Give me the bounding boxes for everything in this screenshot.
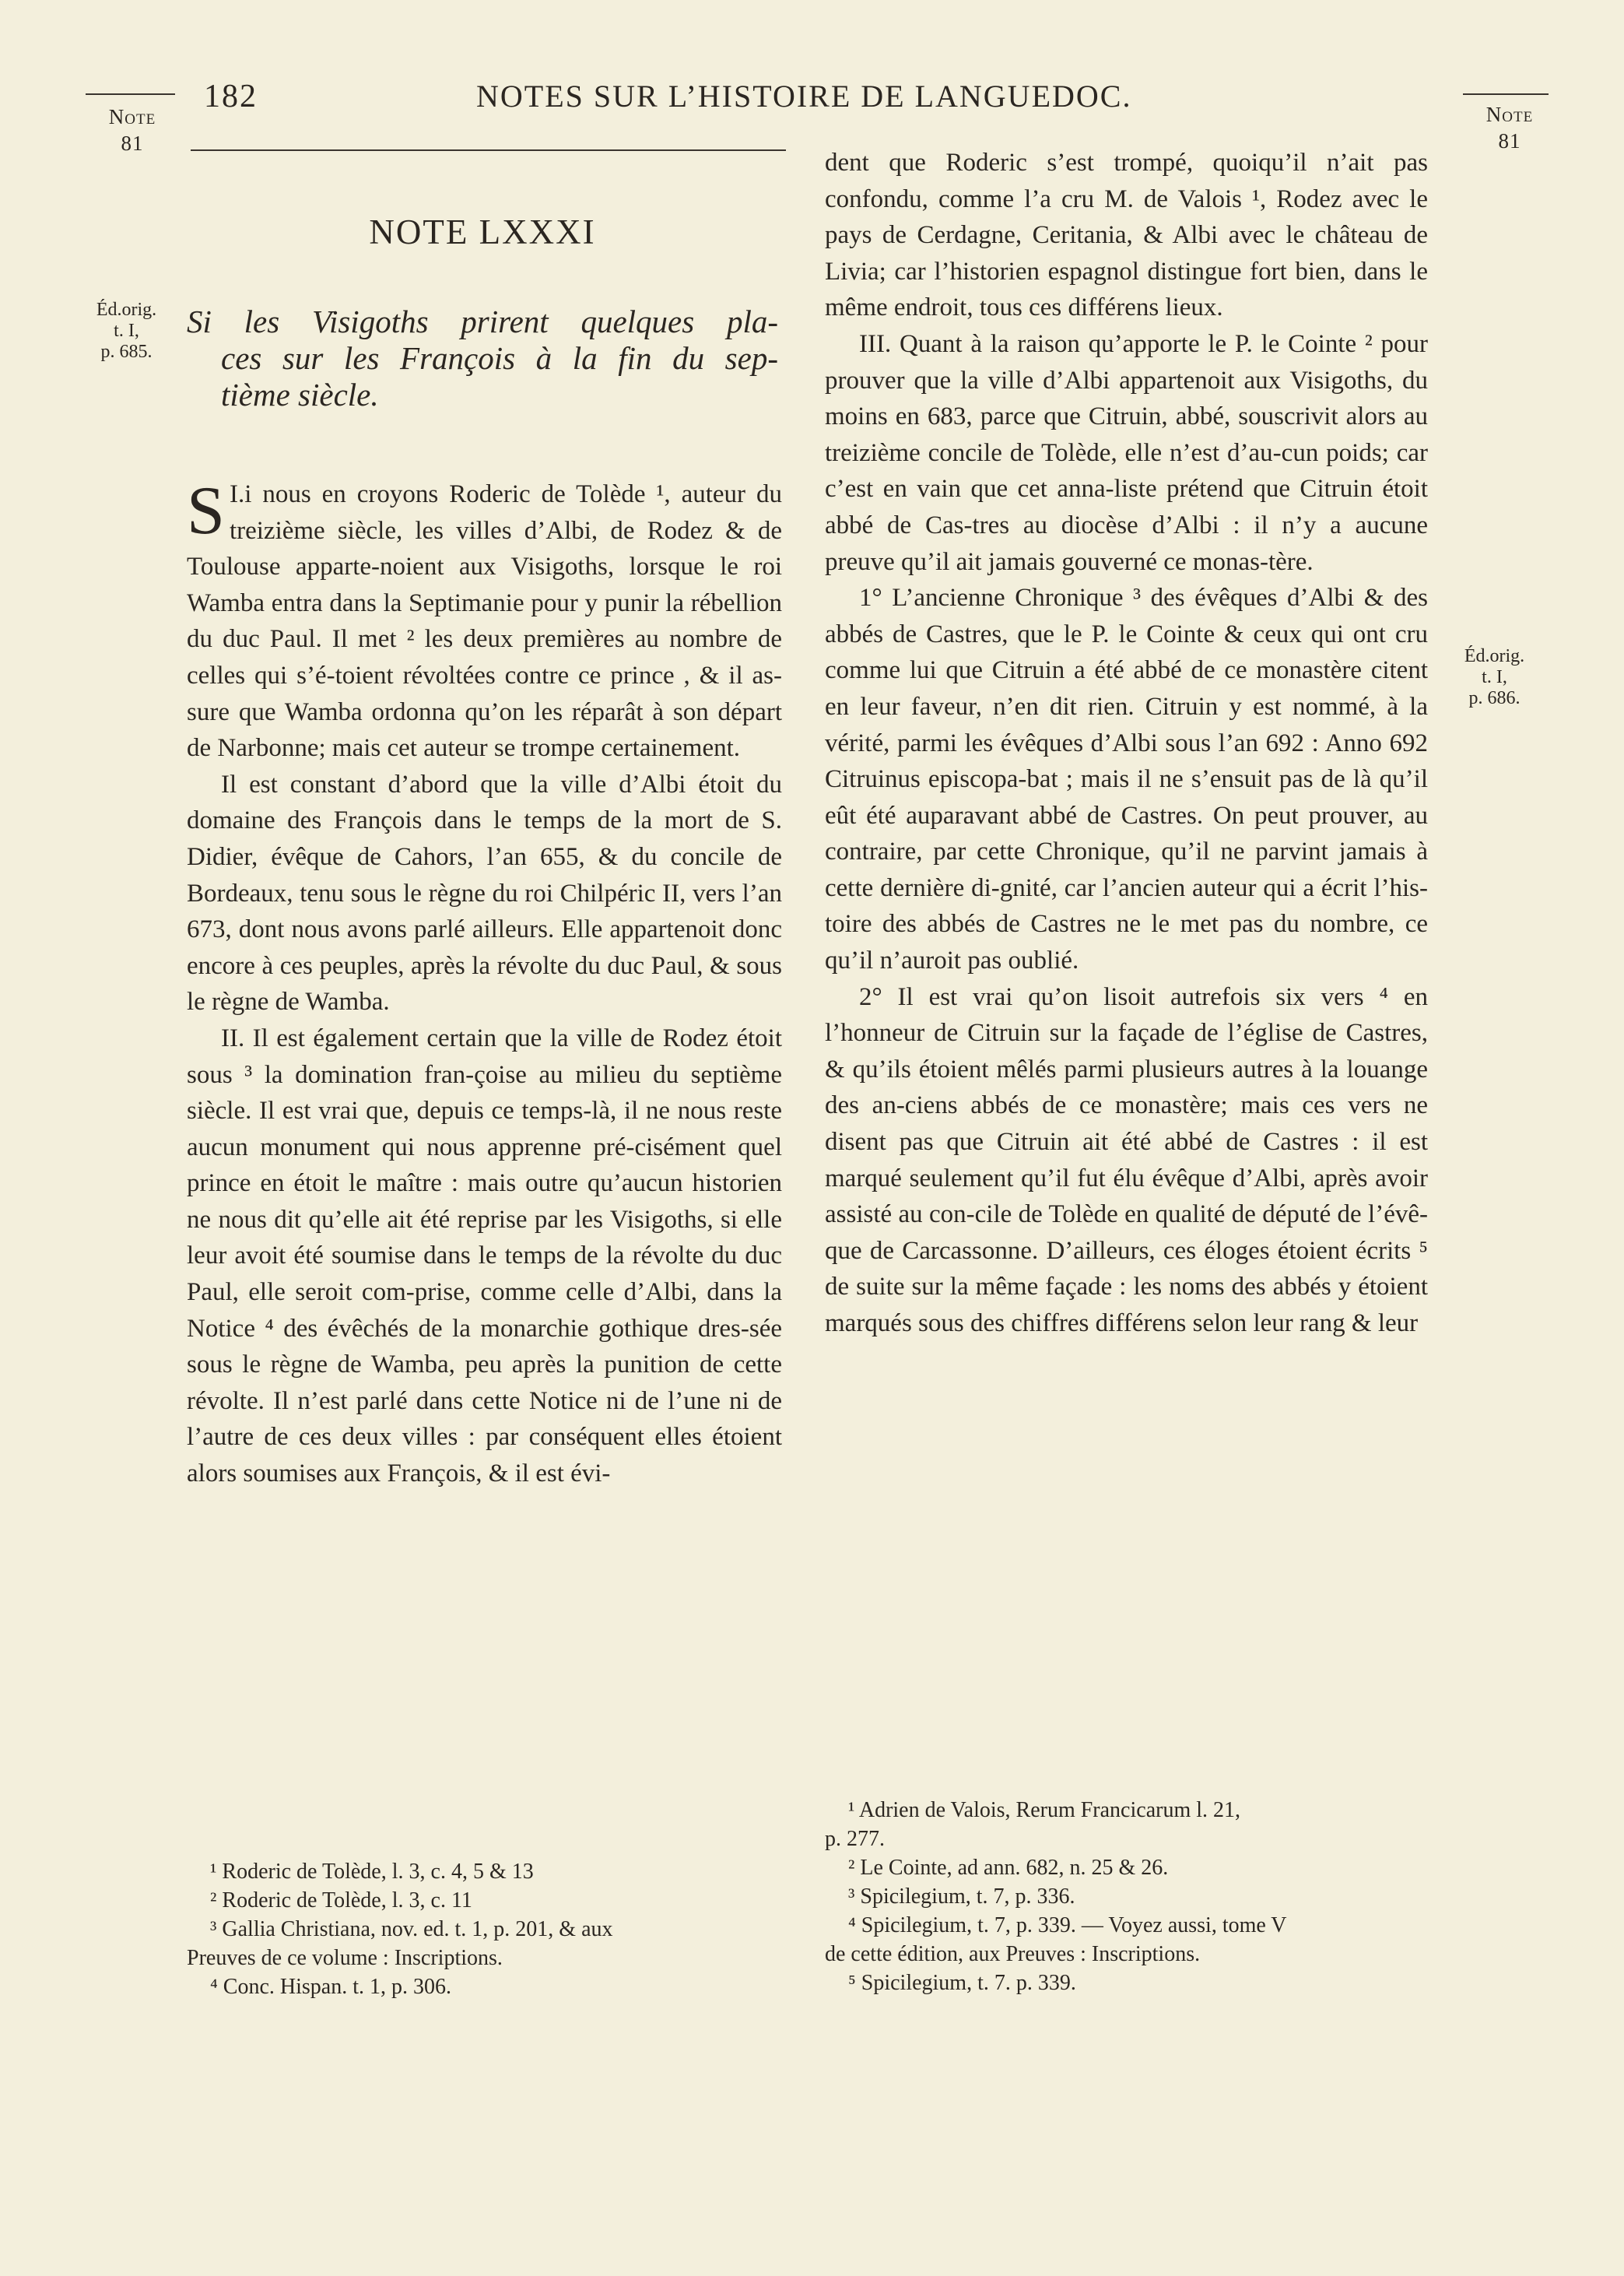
- right-footnotes: [825, 1796, 1428, 1997]
- right-column: [825, 145, 1428, 1342]
- paragraph: 1° L’ancienne Chronique ³ des évêques d’Albi & des abbés de Castres, que le P. le Cointe & ceux qui ont cru comme lui que Citruin a été abbé de ce monastère citent en leur faveur, n’en dit rien. Citruin y est nommé, à la vérité, parmi les évêques d’Albi sous l’an 692 : Anno 692 Citruinus episcopa-bat ; mais il ne s’ensuit pas de là qu’il eût été auparavant abbé de Castres. On peut prouver, au contraire, par cette Chronique, qu’il ne parvint jamais à cette dernière di-gnité, car l’ancien auteur qui a écrit l’his-toire des abbés de Castres ne le met pas du nombre, ce qu’il n’auroit pas oublié.: [825, 584, 1428, 975]
- subtitle-line: Si les Visigoths prirent quelques pla-: [187, 304, 778, 339]
- left-column: [187, 473, 782, 1492]
- footnote: ⁴ Conc. Hispan. t. 1, p. 306.: [210, 1975, 451, 1999]
- paragraph: II. Il est également certain que la ville de Rodez étoit sous ³ la domination fran-çoise au milieu du septième siècle. Il est vrai que, depuis ce temps-là, il ne nous reste aucun monument qui nous apprenne pré-cisément quel prince en étoit le maître : mais outre qu’aucun historien ne nous dit qu’elle ait été reprise par les Visigoths, si elle leur avoit été soumise dans le temps de la révolte du duc Paul, elle seroit com-prise, comme celle d’Albi, dans la Notice ⁴ des évêchés de la monarchie gothique dres-sée sous le règne de Wamba, peu après la punition de cette révolte. Il n’est parlé dans cette Notice ni de l’une ni de l’autre de ces deux villes : par conséquent elles étoient alors soumises aux François, & il est évi-: [187, 1024, 782, 1488]
- footnote: ¹ Roderic de Tolède, l. 3, c. 4, 5 & 13: [210, 1860, 534, 1884]
- left-ref-line: p. 685.: [100, 342, 153, 362]
- left-margin-ref: [78, 300, 175, 363]
- right-margin-ref: [1446, 646, 1543, 709]
- left-note-number: 81: [121, 132, 144, 155]
- section-number: I.: [229, 480, 245, 508]
- drop-cap: S: [187, 473, 225, 549]
- footnote: ⁵ Spicilegium, t. 7. p. 339.: [848, 1971, 1076, 1995]
- right-margin-rule: [1463, 93, 1549, 95]
- left-note-label: Note: [108, 105, 156, 128]
- left-ref-line: Éd.orig.: [96, 300, 157, 320]
- right-note-tag: [1463, 101, 1556, 154]
- paragraph: dent que Roderic s’est trompé, quoiqu’il n’ait pas confondu, comme l’a cru M. de Valois ¹, Rodez avec le pays de Cerdagne, Ceritania, & Albi avec le château de Livia; car l’historien espagnol distingue fort bien, dans le même endroit, tous ces différens lieux.: [825, 149, 1428, 322]
- paragraph: Il est constant d’abord que la ville d’Albi étoit du domaine des François dans le temps de la mort de S. Didier, évêque de Cahors, l’an 655, & du concile de Bordeaux, tenu sous le règne du roi Chilpéric II, vers l’an 673, dont nous avons parlé ailleurs. Elle appartenoit donc encore à ces peuples, après la révolte du duc Paul, & sous le règne de Wamba.: [187, 770, 782, 1017]
- header-rule: [191, 149, 786, 151]
- right-ref-line: Éd.orig.: [1464, 646, 1525, 666]
- footnote: ² Le Cointe, ad ann. 682, n. 25 & 26.: [848, 1856, 1169, 1880]
- left-ref-line: t. I,: [114, 321, 139, 341]
- right-note-label: Note: [1485, 103, 1534, 126]
- footnote: ³ Gallia Christiana, nov. ed. t. 1, p. 201, & aux: [210, 1917, 613, 1941]
- note-title: NOTE LXXXI: [369, 212, 596, 251]
- running-title: NOTES SUR L’HISTOIRE DE LANGUEDOC.: [476, 79, 1132, 114]
- subtitle-line: ces sur les François à la fin du sep-: [221, 340, 778, 376]
- right-ref-line: t. I,: [1482, 667, 1507, 687]
- page-number: 182: [204, 79, 258, 114]
- right-note-number: 81: [1498, 129, 1521, 153]
- left-margin-rule: [86, 93, 175, 95]
- footnote: ³ Spicilegium, t. 7, p. 336.: [848, 1884, 1075, 1909]
- left-footnotes: [187, 1857, 782, 2001]
- footnote: ¹ Adrien de Valois, Rerum Francicarum l. 21,: [848, 1798, 1240, 1822]
- footnote: de cette édition, aux Preuves : Inscriptions.: [825, 1942, 1201, 1966]
- right-ref-line: p. 686.: [1468, 688, 1521, 708]
- footnote: p. 277.: [825, 1827, 885, 1851]
- left-note-tag: [86, 104, 179, 156]
- paragraph: [187, 473, 782, 767]
- paragraph: III. Quant à la raison qu’apporte le P. le Cointe ² pour prouver que la ville d’Albi appartenoit aux Visigoths, du moins en 683, parce que Citruin, abbé, souscrivit alors au treizième concile de Tolède, elle n’est d’au-cun poids; car c’est en vain que cet anna-liste prétend que Citruin étoit abbé de Cas-tres au diocèse d’Albi : il n’y a aucune preuve qu’il ait jamais gouverné ce monas-tère.: [825, 329, 1428, 576]
- footnote: Preuves de ce volume : Inscriptions.: [187, 1946, 503, 1970]
- footnote: ⁴ Spicilegium, t. 7, p. 339. — Voyez aussi, tome V: [848, 1913, 1287, 1937]
- paragraph-text: i nous en croyons Roderic de Tolède ¹, auteur du treizième siècle, les villes d’Albi, de Rodez & de Toulouse apparte-noient aux Visigoths, lorsque le roi Wamba entra dans la Septimanie pour y punir la rébellion du duc Paul. Il met ² les deux premières au nombre de celles qui s’é-toient révoltées contre ce prince , & il as-sure que Wamba ordonna qu’on les réparât à son départ de Narbonne; mais cet auteur se trompe certainement.: [187, 480, 782, 763]
- subtitle-line: tième siècle.: [221, 377, 379, 413]
- note-subtitle: [187, 304, 778, 413]
- paragraph: 2° Il est vrai qu’on lisoit autrefois six vers ⁴ en l’honneur de Citruin sur la façade de l’église de Castres, & qu’ils étoient mêlés parmi plusieurs autres à la louange des an-ciens abbés de ce monastère; mais ces vers ne disent pas que Citruin ait été abbé de Castres : il est marqué seulement qu’il fut élu évêque d’Albi, après avoir assisté au con-cile de Tolède en qualité de député de l’évê-que de Carcassonne. D’ailleurs, ces éloges étoient écrits ⁵ de suite sur la même façade : les noms des abbés y étoient marqués sous des chiffres différens selon leur rang & leur: [825, 982, 1428, 1337]
- footnote: ² Roderic de Tolède, l. 3, c. 11: [210, 1888, 472, 1912]
